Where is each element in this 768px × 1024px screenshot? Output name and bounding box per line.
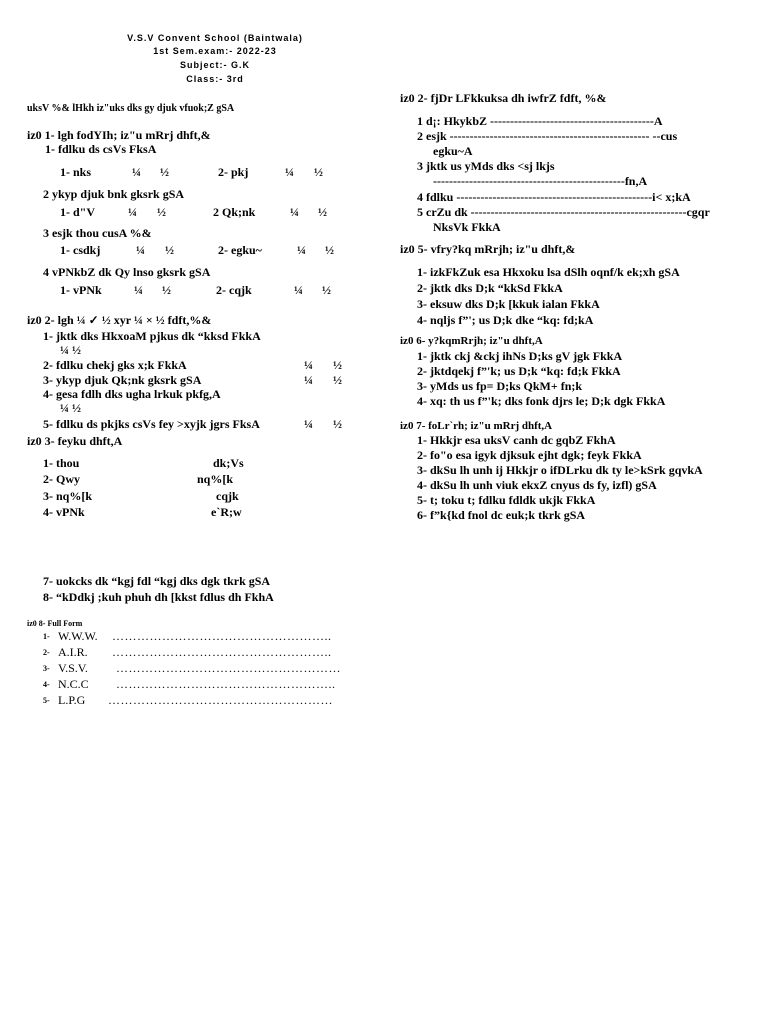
q2-bracket: ¼ <box>304 358 313 372</box>
q1-bracket: ½ <box>165 243 174 257</box>
q1-opt: 2 Qk;nk <box>213 205 256 219</box>
r-q5-item: 4- nqljs f”'; us D;k dke “kq: fd;kA <box>417 313 594 327</box>
exam-title: 1st Sem.exam:- 2022-23 <box>153 46 277 56</box>
r-q6-item: 2- jktdqekj f”'k; us D;k “kq: fd;k FkkA <box>417 364 621 378</box>
q8-blank: ……………………………………………… <box>108 693 333 707</box>
r-q2-item: 4 fdlku -------------------------------------------------i< x;kA <box>417 190 691 204</box>
r-q5-item: 3- eksuw dks D;k [kkuk ialan FkkA <box>417 297 600 311</box>
q8-blank: …………………………………………….. <box>112 645 332 659</box>
q2-bracket: ¼ ½ <box>60 401 81 415</box>
subject-line: Subject:- G.K <box>179 60 250 70</box>
q8-blank: …………………………………………….. <box>116 677 336 691</box>
r-q6-item: 4- xq: th us f”'k; dks fonk djrs le; D;k dgk FkkA <box>417 394 666 408</box>
q2-bracket: ½ <box>333 373 342 387</box>
q1-bracket: ¼ <box>128 205 137 219</box>
q8-num: 5- <box>43 696 50 705</box>
q8-term: W.W.W. <box>58 629 98 643</box>
q1-sub3: 3 esjk thou cusA %& <box>43 226 152 240</box>
q8-blank: …………………………………………….. <box>112 629 332 643</box>
q1-opt: 1- csdkj <box>60 243 101 257</box>
q3-left: 3- nq%[k <box>43 489 93 503</box>
r-q5-item: 1- izkFkZuk esa Hkxoku lsa dSlh oqnf/k ek;xh gSA <box>417 265 680 279</box>
q8-term: N.C.C <box>58 677 89 691</box>
q1-opt: 2- pkj <box>218 165 249 179</box>
q1-bracket: ½ <box>325 243 334 257</box>
q1-opt: 2- cqjk <box>216 283 252 297</box>
q2-item: 2- fdlku chekj gks x;k FkkA <box>43 358 187 372</box>
q1-bracket: ½ <box>314 165 323 179</box>
q8-term: A.I.R. <box>58 645 88 659</box>
q2-item: 5- fdlku ds pkjks csVs fey >xyjk jgrs FksA <box>43 417 260 431</box>
q1-bracket: ¼ <box>294 283 303 297</box>
q1-bracket: ¼ <box>297 243 306 257</box>
q2-bracket: ¼ ½ <box>60 343 81 357</box>
r-q2-item-cont: NksVk FkkA <box>433 220 501 234</box>
r-q7-item: 5- t; toku t; fdlku fdldk ukjk FkkA <box>417 493 596 507</box>
q1-sub2: 2 ykyp djuk bnk gksrk gSA <box>43 187 185 201</box>
r-q7-item: 6- f”k{kd fnol dc euk;k tkrk gSA <box>417 508 586 522</box>
q1-title: iz0 1- lgh fodYIh; iz"u mRrj dhft,& <box>27 128 211 142</box>
q3-line-8: 8- “kDdkj ;kuh phuh dh [kkst fdlus dh FkhA <box>43 590 274 604</box>
r-q7-title: iz0 7- foLr`rh; iz"u mRrj dhft,A <box>400 420 553 432</box>
q2-item: 1- jktk dks HkxoaM pjkus dk “kksd FkkA <box>43 329 261 343</box>
class-line: Class:- 3rd <box>186 74 244 84</box>
r-q6-item: 1- jktk ckj &ckj ihNs D;ks gV jgk FkkA <box>417 349 623 363</box>
q8-term: V.S.V. <box>58 661 88 675</box>
q1-bracket: ¼ <box>134 283 143 297</box>
r-q2-item: 1 d¡: HkykbZ -----------------------------------------A <box>417 114 663 128</box>
r-q6-item: 3- yMds us fp= D;ks QkM+ fn;k <box>417 379 583 393</box>
q2-title: iz0 2- lgh ¼ ✓ ½ xyr ¼ × ½ fdft,%& <box>27 313 212 327</box>
r-q2-item-cont: egku~A <box>433 144 473 158</box>
q8-num: 4- <box>43 680 50 689</box>
r-q2-item: 5 crZu dk ------------------------------------------------------cgqr <box>417 205 710 219</box>
r-q5-item: 2- jktk dks D;k “kkSd FkkA <box>417 281 563 295</box>
q8-title: iz0 8- Full Form <box>27 619 83 628</box>
instruction-note: uksV %& lHkh iz"uks dks gy djuk vfuok;Z gSA <box>27 103 235 114</box>
r-q2-item-cont: ------------------------------------------------fn,A <box>433 174 648 188</box>
r-q2-item: 3 jktk us yMds dks <sj lkjs <box>417 159 555 173</box>
r-q2-title: iz0 2- fjDr LFkkuksa dh iwfrZ fdft, %& <box>400 91 607 105</box>
q1-sub4: 4 vPNkbZ dk Qy lnso gksrk gSA <box>43 265 211 279</box>
q2-bracket: ¼ <box>304 417 313 431</box>
r-q7-item: 1- Hkkjr esa uksV canh dc gqbZ FkhA <box>417 433 616 447</box>
q2-bracket: ½ <box>333 417 342 431</box>
q3-left: 4- vPNk <box>43 505 85 519</box>
q2-item: 3- ykyp djuk Qk;nk gksrk gSA <box>43 373 202 387</box>
r-q7-item: 3- dkSu lh unh ij Hkkjr o ifDLrku dk ty le>kSrk gqvkA <box>417 463 703 477</box>
r-q7-item: 2- fo"o esa igyk djksuk ejht dgk; feyk FkkA <box>417 448 642 462</box>
q3-left: 1- thou <box>43 456 80 470</box>
r-q6-title: iz0 6- y?kqmRrjh; iz"u dhft,A <box>400 335 543 347</box>
q3-right: cqjk <box>216 489 239 503</box>
q8-term: L.P.G <box>58 693 86 707</box>
r-q2-item: 2 esjk -------------------------------------------------- --cus <box>417 129 678 143</box>
q3-title: iz0 3- feyku dhft,A <box>27 434 123 448</box>
q1-opt: 2- egku~ <box>218 243 262 257</box>
q1-bracket: ¼ <box>132 165 141 179</box>
q8-num: 2- <box>43 648 50 657</box>
q1-bracket: ¼ <box>285 165 294 179</box>
q1-bracket: ¼ <box>290 205 299 219</box>
q1-bracket: ½ <box>322 283 331 297</box>
q3-right: e`R;w <box>211 505 242 519</box>
q1-bracket: ½ <box>318 205 327 219</box>
q8-num: 1- <box>43 632 50 641</box>
q3-line-7: 7- uokcks dk “kgj fdl “kgj dks dgk tkrk gSA <box>43 574 271 588</box>
r-q5-title: iz0 5- vfry?kq mRrjh; iz"u dhft,& <box>400 242 576 256</box>
q1-opt: 1- d"V <box>60 205 95 219</box>
q1-bracket: ¼ <box>136 243 145 257</box>
r-q7-item: 4- dkSu lh unh viuk ekxZ cnyus ds fy, izfl) gSA <box>417 478 657 492</box>
q2-item: 4- gesa fdlh dks ugha lrkuk pkfg,A <box>43 387 221 401</box>
q1-sub1: 1- fdlku ds csVs FksA <box>45 142 157 156</box>
q3-right: dk;Vs <box>213 456 244 470</box>
q1-opt: 1- nks <box>60 165 92 179</box>
q2-bracket: ¼ <box>304 373 313 387</box>
school-name: V.S.V Convent School (Baintwala) <box>127 33 303 43</box>
q1-opt: 1- vPNk <box>60 283 102 297</box>
q8-blank: ……………………………………………… <box>116 661 341 675</box>
q1-bracket: ½ <box>157 205 166 219</box>
q1-bracket: ½ <box>160 165 169 179</box>
q2-bracket: ½ <box>333 358 342 372</box>
q8-num: 3- <box>43 664 50 673</box>
q3-right: nq%[k <box>197 472 234 486</box>
q1-bracket: ½ <box>162 283 171 297</box>
q3-left: 2- Qwy <box>43 472 80 486</box>
